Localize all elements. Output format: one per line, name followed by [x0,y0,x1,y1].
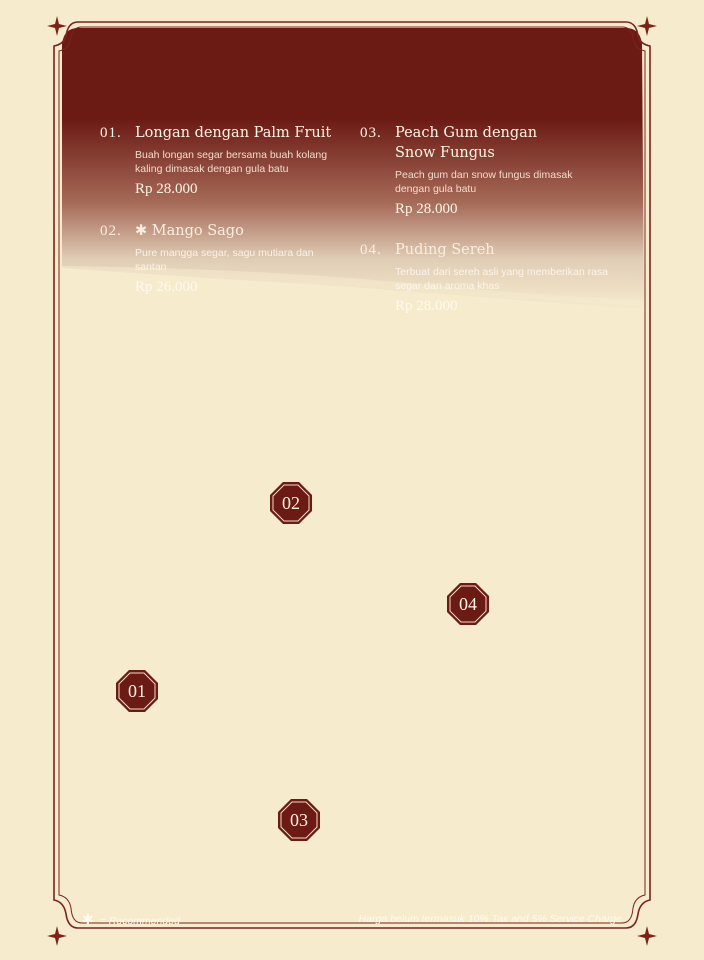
item-description: Peach gum dan snow fungus dimasak dengan gula batu [395,169,573,195]
item-title: ✱ Mango Sago [135,223,244,239]
item-price: Rp 28.000 [395,298,458,314]
menu-item [360,240,615,315]
item-badge [276,797,322,843]
item-number: 02. [100,223,122,239]
item-description: Terbuat dari sereh asli yang memberikan rasa segar dan aroma khas [395,266,609,292]
item-price: Rp 28.000 [135,181,198,197]
badge-label: 04 [459,594,477,614]
recommended-label: = Recommended [99,915,180,927]
item-description: Buah longan segar bersama buah kolang kaling dimasak dengan gula batu [135,149,328,175]
corner-star-icon [47,16,67,36]
item-number: 04. [360,242,382,258]
corner-star-icon [47,926,67,946]
badge-label: 02 [282,493,300,513]
item-title: Peach Gum dengan Snow Fungus [395,125,538,161]
item-number: 01. [100,125,122,141]
badge-label: 01 [128,681,146,701]
corner-star-icon [637,926,657,946]
item-badge [268,480,314,526]
recommended-legend [82,911,180,928]
item-number: 03. [360,125,382,141]
tax-note: Harga belum termasuk 10% Tax and 5% Service Charge [358,913,622,925]
item-badge [445,581,491,627]
item-title: Longan dengan Palm Fruit [135,125,332,141]
corner-star-icon [637,16,657,36]
item-description: Pure mangga segar, sagu mutiara dan santan [135,247,314,273]
item-title: Puding Sereh [395,242,495,258]
menu-item [360,123,615,218]
menu-item [100,123,355,198]
item-price: Rp 28.000 [395,201,458,217]
recommended-star-icon: ✱ [82,911,94,927]
item-badge [114,668,160,714]
menu-item [100,221,355,296]
badge-label: 03 [290,810,308,830]
item-price: Rp 26.000 [135,279,198,295]
